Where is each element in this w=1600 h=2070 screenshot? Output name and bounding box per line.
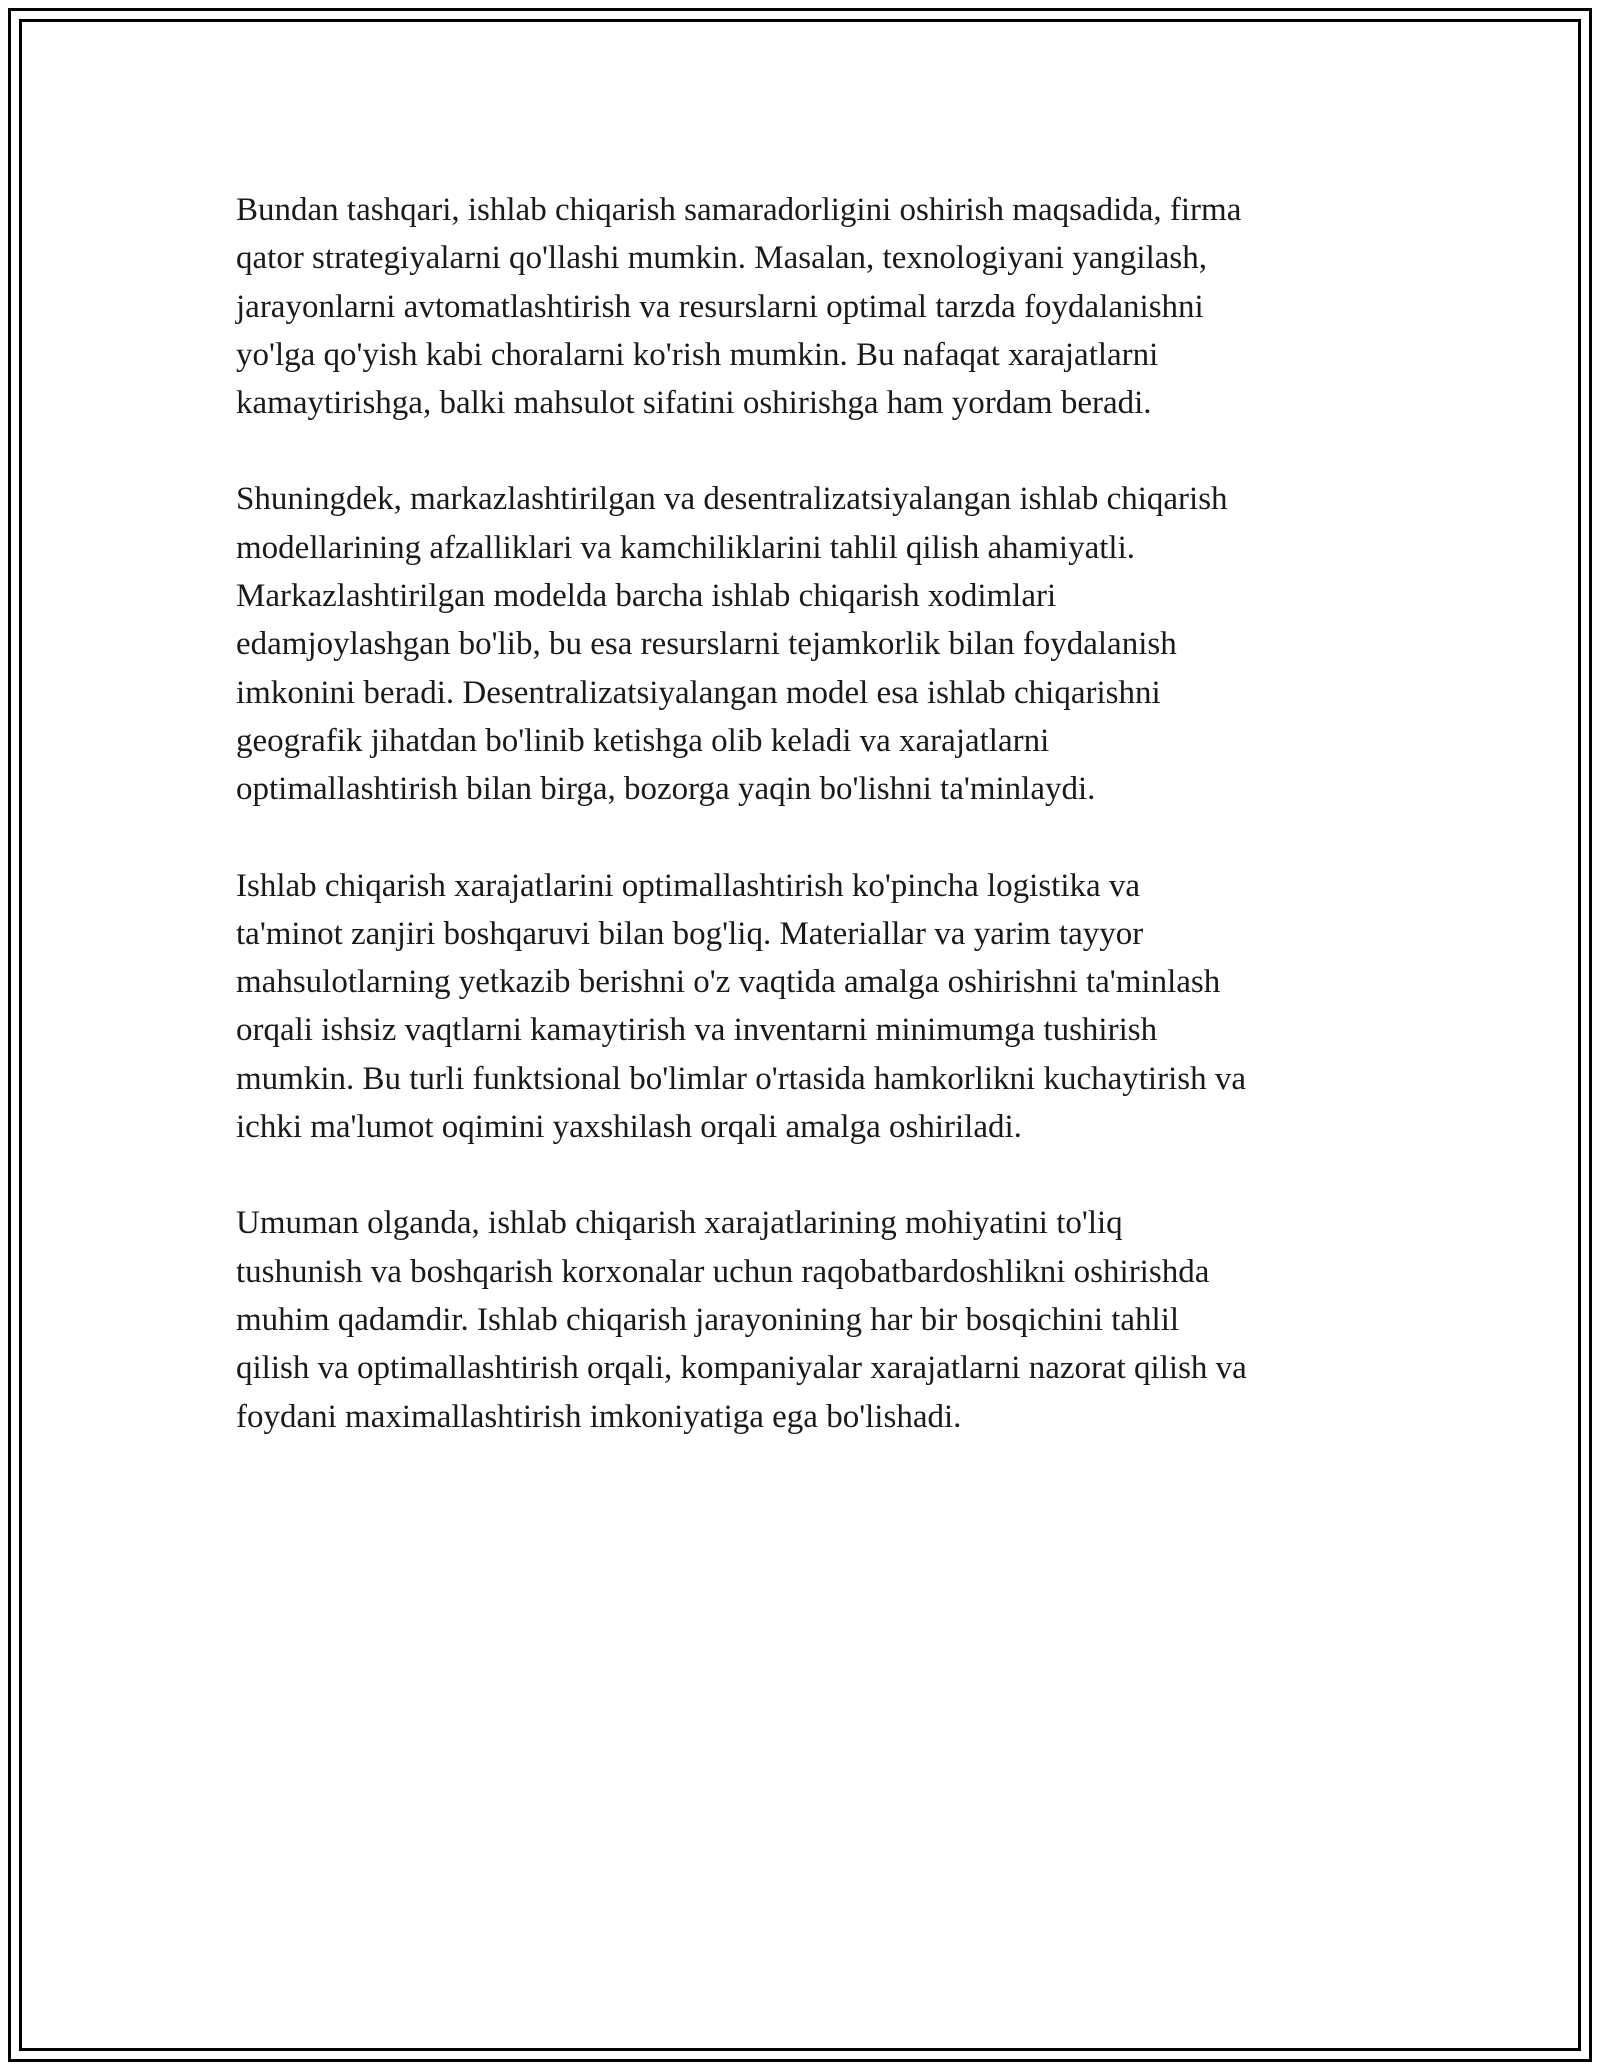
text-line: tushunish va boshqarish korxonalar uchun raqobatbardoshlikni oshirishda xyxy=(236,1253,1210,1290)
paragraph-2 xyxy=(236,475,1376,813)
text-line: optimallashtirish bilan birga, bozorga yaqin bo'lishni ta'minlaydi. xyxy=(236,771,1096,808)
text-line: mumkin. Bu turli funktsional bo'limlar o'rtasida hamkorlikni kuchaytirish va xyxy=(236,1060,1246,1097)
text-line: qator strategiyalarni qo'llashi mumkin. Masalan, texnologiyani yangilash, xyxy=(236,240,1207,277)
paragraph-1 xyxy=(236,186,1376,427)
text-line: orqali ishsiz vaqtlarni kamaytirish va inventarni minimumga tushirish xyxy=(236,1012,1158,1049)
paragraph-3 xyxy=(236,862,1376,1152)
text-line: geografik jihatdan bo'linib ketishga olib keladi va xarajatlarni xyxy=(236,722,1050,759)
text-line: ta'minot zanjiri boshqaruvi bilan bog'liq. Materiallar va yarim tayyor xyxy=(236,915,1144,952)
text-line: Ishlab chiqarish xarajatlarini optimallashtirish ko'pincha logistika va xyxy=(236,867,1141,904)
text-line: Umuman olganda, ishlab chiqarish xarajatlarining mohiyatini to'liq xyxy=(236,1205,1123,1242)
text-line: Bundan tashqari, ishlab chiqarish samaradorligini oshirish maqsadida, firma xyxy=(236,192,1242,228)
text-line: modellarining afzalliklari va kamchiliklarini tahlil qilish ahamiyatli. xyxy=(236,529,1135,566)
text-line: imkonini beradi. Desentralizatsiyalangan model esa ishlab chiqarishni xyxy=(236,674,1161,711)
text-line: foydani maximallashtirish imkoniyatiga ega bo'lishadi. xyxy=(236,1398,962,1435)
text-line: muhim qadamdir. Ishlab chiqarish jarayonining har bir bosqichini tahlil xyxy=(236,1301,1180,1338)
text-line: Shuningdek, markazlashtirilgan va desentralizatsiyalangan ishlab chiqarish xyxy=(236,481,1228,518)
text-line: qilish va optimallashtirish orqali, kompaniyalar xarajatlarni nazorat qilish va xyxy=(236,1350,1247,1387)
document-body xyxy=(236,186,1376,1489)
paragraph-4 xyxy=(236,1199,1376,1440)
text-line: Markazlashtirilgan modelda barcha ishlab chiqarish xodimlari xyxy=(236,578,1057,615)
text-line: edamjoylashgan bo'lib, bu esa resurslarni tejamkorlik bilan foydalanish xyxy=(236,626,1177,663)
text-line: ichki ma'lumot oqimini yaxshilash orqali amalga oshiriladi. xyxy=(236,1109,1022,1146)
text-line: jarayonlarni avtomatlashtirish va resurslarni optimal tarzda foydalanishni xyxy=(236,288,1204,325)
text-line: yo'lga qo'yish kabi choralarni ko'rish mumkin. Bu nafaqat xarajatlarni xyxy=(236,336,1159,373)
text-line: mahsulotlarning yetkazib berishni o'z vaqtida amalga oshirishni ta'minlash xyxy=(236,964,1221,1001)
text-line: kamaytirishga, balki mahsulot sifatini oshirishga ham yordam beradi. xyxy=(236,385,1152,422)
